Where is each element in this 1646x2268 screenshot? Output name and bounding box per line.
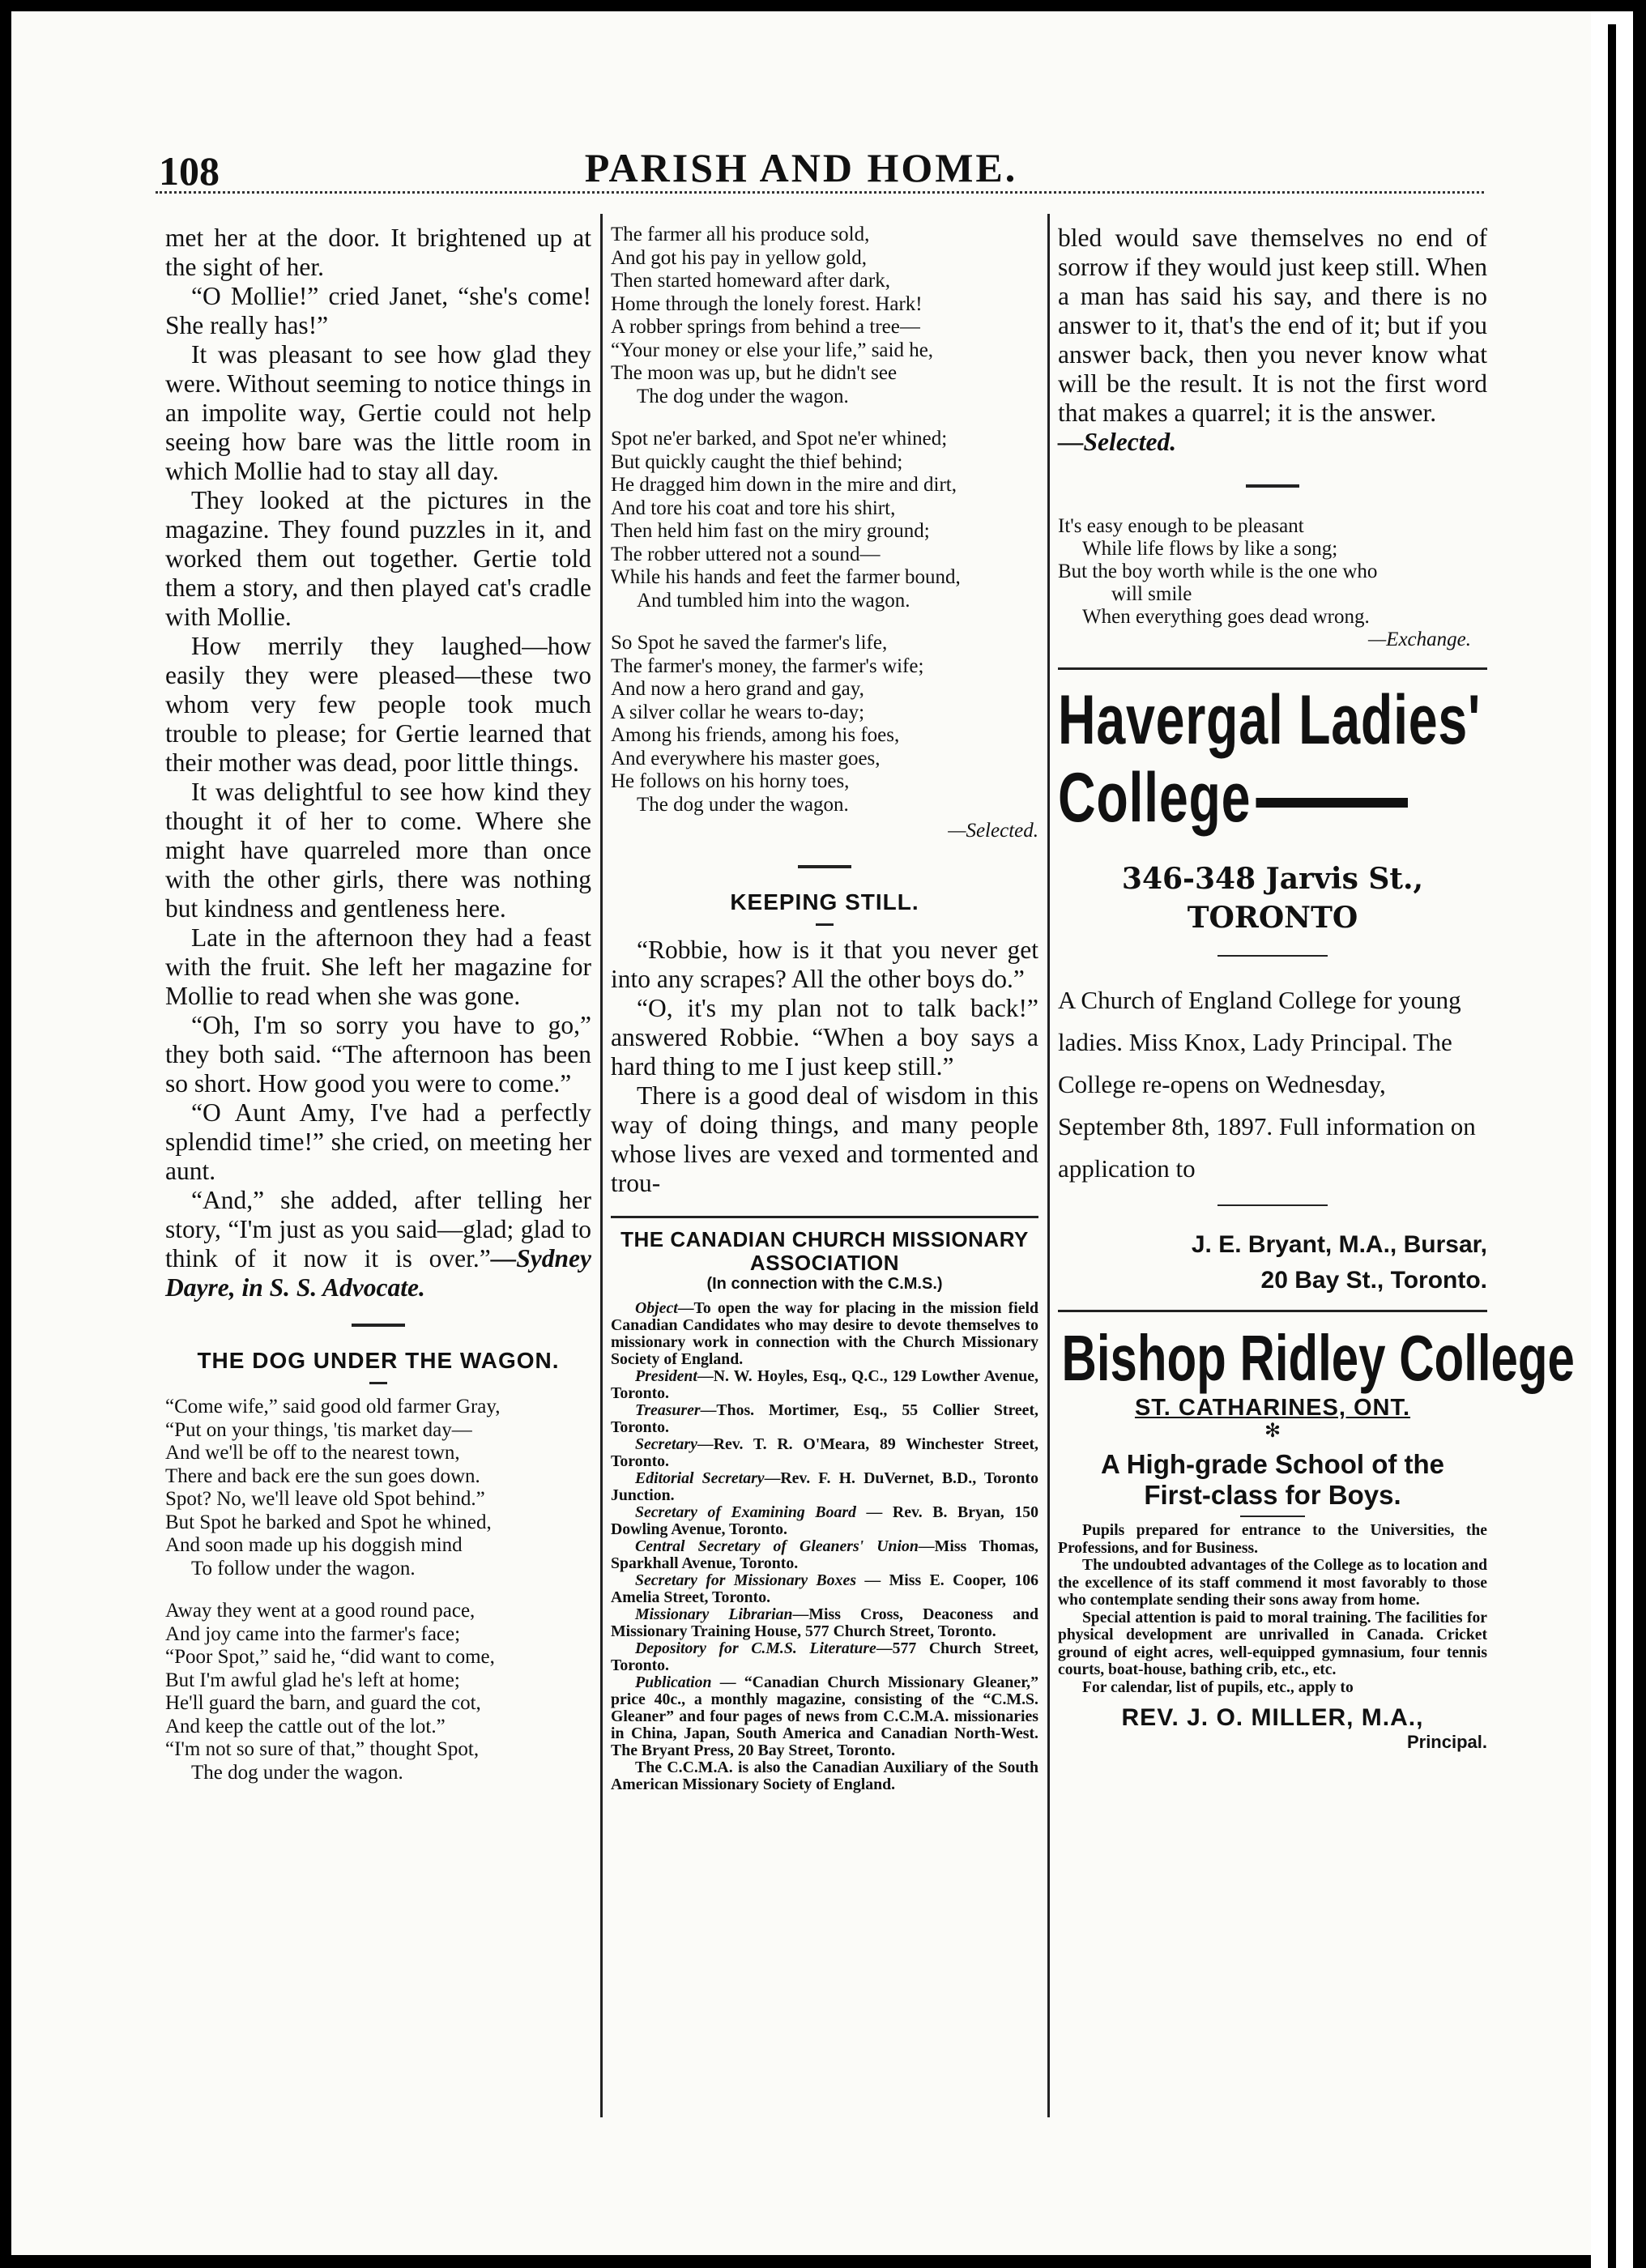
verse-line: A robber springs from behind a tree— [611,316,920,338]
verse-refrain: To follow under the wagon. [191,1557,416,1580]
story-paragraph: Late in the afternoon they had a feast with the fruit. She left her magazine for Mollie to read when she was gone. [165,923,591,1010]
verse-line: And we'll be off to the nearest town, [165,1442,460,1464]
keeping-continued-text: bled would save themselves no end of sorrow if they would just keep still. When a man has said his say, and there is no answer to it, that's the end of it; but if you answer back, then you never know what will be the result. It is not the first word that makes a quarrel; it is the answer. [1058,224,1487,427]
verse-line: Among his friends, among his foes, [611,724,900,746]
cms-entry [611,1606,1038,1640]
cms-entry [611,1640,1038,1674]
verse-line: While his hands and feet the farmer bound, [611,566,961,588]
keeping-paragraph: There is a good deal of wisdom in this way of doing things, and many people whose lives are vexed and tormented and trou- [611,1081,1038,1197]
cms-entry [611,1504,1038,1538]
ridley-paragraph: Special attention is paid to moral training. The facilities for physical development are unrivalled in Canada. Cricket ground of eight acres, well-equipped gymnasium, four tennis courts, boat-house, bathing crib, etc., etc. [1058,1609,1487,1678]
verse-line: But the boy worth while is the one who [1058,561,1378,582]
verse-line: But I'm awful glad he's left at home; [165,1669,460,1691]
cms-entry-text: — Miss E. Cooper, 106 Amelia Street, Toronto. [611,1571,1038,1606]
verse-refrain: The dog under the wagon. [637,793,849,816]
story-signature: —Sydney Dayre, in S. S. Advocate. [165,1244,591,1302]
verse-line: When everything goes dead wrong. [1082,606,1370,628]
story-paragraph: They looked at the pictures in the magazine. They found puzzles in it, and worked them out together. Gertie told them a story, and then played cat's cradle with Mollie. [165,486,591,631]
cms-entry-label: Object [635,1299,678,1317]
cms-entry-label: Secretary for Missionary Boxes [635,1571,857,1589]
verse-line: The robber uttered not a sound— [611,543,881,565]
verse-line: And tore his coat and tore his shirt, [611,497,896,519]
verse-line: But quickly caught the thief behind; [611,450,903,473]
cms-entry-label: Central Secretary of Gleaners' Union [635,1537,919,1555]
cms-subtitle: (In connection with the C.M.S.) [706,1275,943,1293]
ad-inner-rule [1240,1516,1305,1517]
story-paragraph: It was delightful to see how kind they thought it of her to come. Where she might have quarreled more than once with the other girls, there was nothing but kindness and gentleness here. [165,778,591,923]
verse-line: And keep the cattle out of the lot.” [165,1715,446,1737]
ridley-headline: A High-grade School of the [1100,1449,1445,1479]
verse-line: So Spot he saved the farmer's life, [611,632,888,654]
ridley-ad [1058,1322,1575,1753]
verse-line: And got his pay in yellow gold, [611,246,867,269]
keeping-still-title: KEEPING STILL. [730,889,919,914]
havergal-city: TORONTO [1187,901,1358,935]
story-last-text: “And,” she added, after telling her story, “I'm just as you said—glad; glad to think of it now it is over.” [165,1186,591,1273]
column-2 [611,224,1038,1793]
ridley-headline: First-class for Boys. [1144,1480,1401,1510]
cms-title: THE CANADIAN CHURCH MISSIONARY ASSOCIATION [620,1227,1029,1275]
ridley-paragraph: The undoubted advantages of the College as to location and the excellence of its staff commend it most favorably to those who contemplate sending their sons away from home. [1058,1557,1487,1609]
verse-line: And now a hero grand and gay, [611,678,864,700]
havergal-ad [1058,681,1487,1298]
verse-line: He dragged him down in the mire and dirt, [611,474,957,496]
verse-refrain: And tumbled him into the wagon. [637,589,910,612]
havergal-bursar: J. E. Bryant, M.A., Bursar, [1191,1231,1487,1258]
verse-line: And joy came into the farmer's face; [165,1622,461,1645]
cms-entry-label: Depository for C.M.S. Literature [635,1639,876,1657]
story-paragraph: “Oh, I'm so sorry you have to go,” they both said. “The afternoon has been so short. How good you were to come.” [165,1011,591,1098]
cms-entry-text: — “Canadian Church Missionary Gleaner,” price 40c., a monthly magazine, consisting of the “C.M.S. Gleaner” and four pages of news from C.C.M.A. missionaries in China, Japan, South America and Canadian North-West. The Bryant Press, 20 Bay Street, Toronto. [611,1673,1038,1759]
cms-entry [611,1759,1038,1793]
newspaper-page [11,11,1591,2255]
journal-title: PARISH AND HOME. [584,145,1018,190]
section-rule [352,1324,405,1327]
column-divider-2 [1047,214,1050,2117]
story-paragraph: It was pleasant to see how glad they were. Without seeming to notice things in an impolite way, Gertie could not help seeing how bare was the little room in which Mollie had to stay all day. [165,340,591,485]
verse-line: will smile [1111,583,1192,605]
cms-entry-text: —Rev. T. R. O'Meara, 89 Winchester Street, Toronto. [611,1435,1038,1470]
decorative-bar [1256,798,1408,808]
ornament-icon: ✻ [1264,1421,1281,1442]
cms-entry-text: —Miss Thomas, Sparkhall Avenue, Toronto. [611,1537,1038,1572]
section-rule-full [611,1216,1038,1218]
story-paragraph: How merrily they laughed—how easily they were pleased—these two whom very few people took much trouble to please; for Gertie learned that their mother was dead, poor little things. [165,632,591,777]
poem-stanza-2 [165,1600,591,1784]
page-header [11,139,1591,204]
section-rule [1246,484,1299,488]
verse-line: He'll guard the barn, and guard the cot, [165,1692,481,1714]
ridley-location: ST. CATHARINES, ONT. [1134,1395,1411,1421]
ridley-paragraph: For calendar, list of pupils, etc., apply to [1082,1678,1354,1696]
column-3 [1058,224,1575,1753]
ad-rule [1058,1310,1487,1312]
ad-inner-rule [1217,1204,1328,1206]
poem-title: THE DOG UNDER THE WAGON. [197,1348,560,1373]
ridley-paragraph: Pupils prepared for entrance to the Universities, the Professions, and for Business. [1058,1522,1487,1557]
cms-entry-text: —N. W. Hoyles, Esq., Q.C., 129 Lowther Avenue, Toronto. [611,1367,1038,1402]
cms-entry-text: The C.C.M.A. is also the Canadian Auxiliary of the South American Missionary Society of England. [611,1759,1038,1793]
havergal-name-line1: Havergal Ladies' [1058,681,1482,759]
havergal-address: 346-348 Jarvis St., [1121,862,1424,896]
havergal-bursar-address: 20 Bay St., Toronto. [1260,1267,1487,1294]
cms-entry-text: —Thos. Mortimer, Esq., 55 Collier Street, Toronto. [611,1401,1038,1436]
poem-stanza-4 [611,428,1038,612]
story-paragraph: “O Mollie!” cried Janet, “she's come! She really has!” [165,282,591,339]
cms-entry-label: Publication [635,1673,712,1691]
cms-entry-label: Treasurer [635,1401,701,1419]
verse-line: “I'm not so sure of that,” thought Spot, [165,1738,480,1760]
title-rule [369,1382,387,1384]
poem-stanza-1 [165,1396,591,1580]
cms-entry [611,1436,1038,1470]
cms-entry [611,1470,1038,1504]
header-rule [156,191,1484,194]
verse-line: He follows on his horny toes, [611,770,850,792]
verse-line: A silver collar he wears to-day; [611,701,865,723]
verse-line: The farmer all his produce sold, [611,224,870,245]
poem-stanza-3 [611,224,1038,408]
ad-inner-rule [1217,955,1328,957]
cms-entry [611,1674,1038,1759]
short-poem [1058,515,1487,651]
ridley-name: Bishop Ridley College [1061,1322,1575,1394]
verse-line: Then started homeward after dark, [611,270,890,292]
column-1 [165,224,591,1804]
cms-entry-label: Editorial Secretary [635,1469,765,1487]
havergal-name-line2 [1058,759,1380,837]
havergal-description: A Church of England College for young ladies. Miss Knox, Lady Principal. The College re-opens on Wednesday, September 8th, 1897. Full information on application to [1058,986,1476,1183]
verse-line: Home through the lonely forest. Hark! [611,292,923,315]
keeping-paragraph: “O, it's my plan not to talk back!” answered Robbie. “When a boy says a hard thing to me I just keep still.” [611,994,1038,1081]
verse-line: And everywhere his master goes, [611,747,881,770]
verse-line: The farmer's money, the farmer's wife; [611,654,924,677]
verse-line: Spot? No, we'll leave old Spot behind.” [165,1488,485,1510]
section-rule [798,865,851,868]
cms-entry-text: —Rev. F. H. DuVernet, B.D., Toronto Junction. [611,1469,1038,1504]
cms-entry-text: —577 Church Street, Toronto. [611,1639,1038,1674]
page-number: 108 [159,148,220,194]
cms-entry-text: —To open the way for placing in the mission field Canadian Candidates who may desire to devote themselves to missionary work in connection with the Church Missionary Society of England. [611,1299,1038,1368]
title-rule [816,923,834,926]
story-last-paragraph [165,1186,591,1302]
cms-entry [611,1402,1038,1436]
keeping-credit: —Selected. [1058,428,1177,456]
verse-refrain: The dog under the wagon. [191,1761,403,1784]
verse-line: There and back ere the sun goes down. [165,1464,480,1487]
verse-line: “Come wife,” said good old farmer Gray, [165,1396,501,1418]
keeping-paragraph: “Robbie, how is it that you never get into any scrapes? All the other boys do.” [611,936,1038,993]
verse-line: But Spot he barked and Spot he whined, [165,1511,492,1533]
cms-entry-text: — Rev. B. Bryan, 150 Dowling Avenue, Toronto. [611,1503,1038,1538]
story-paragraph: “O Aunt Amy, I've had a perfectly splendid time!” she cried, on meeting her aunt. [165,1098,591,1185]
havergal-college: College [1058,759,1252,837]
cms-entry-label: Secretary of Examining Board [635,1503,856,1521]
cms-entry-label: Secretary [635,1435,697,1453]
ad-rule [1058,667,1487,670]
ridley-principal-name: REV. J. O. MILLER, M.A., [1121,1704,1424,1731]
ridley-principal-role: Principal. [1406,1732,1487,1752]
verse-line: Then held him fast on the miry ground; [611,520,930,542]
cms-entry-label: President [635,1367,697,1385]
poem-credit: —Selected. [948,820,1038,842]
verse-line: Spot ne'er barked, and Spot ne'er whined; [611,428,948,450]
verse-line: “Your money or else your life,” said he, [611,339,934,361]
cms-entry [611,1572,1038,1606]
keeping-continued [1058,224,1487,457]
verse-line: Away they went at a good round pace, [165,1600,475,1622]
cms-entry [611,1538,1038,1572]
verse-line: And soon made up his doggish mind [165,1534,463,1556]
poem-stanza-5 [611,632,1038,816]
story-paragraph: met her at the door. It brightened up at the sight of her. [165,224,591,281]
cms-entry [611,1300,1038,1368]
verse-line: The moon was up, but he didn't see [611,362,898,384]
column-divider-1 [600,214,603,2117]
poem-credit: —Exchange. [1367,629,1471,650]
cms-entry-label: Missionary Librarian [635,1605,793,1623]
cms-entry-text: —Miss Cross, Deaconess and Missionary Training House, 577 Church Street, Toronto. [611,1605,1038,1640]
verse-line: It's easy enough to be pleasant [1058,515,1304,537]
verse-refrain: The dog under the wagon. [637,385,849,407]
verse-line: While life flows by like a song; [1082,538,1338,560]
cms-entry [611,1368,1038,1402]
verse-line: “Poor Spot,” said he, “did want to come, [165,1646,495,1668]
scan-edge [1608,24,1616,2268]
verse-line: “Put on your things, 'tis market day— [165,1418,472,1441]
